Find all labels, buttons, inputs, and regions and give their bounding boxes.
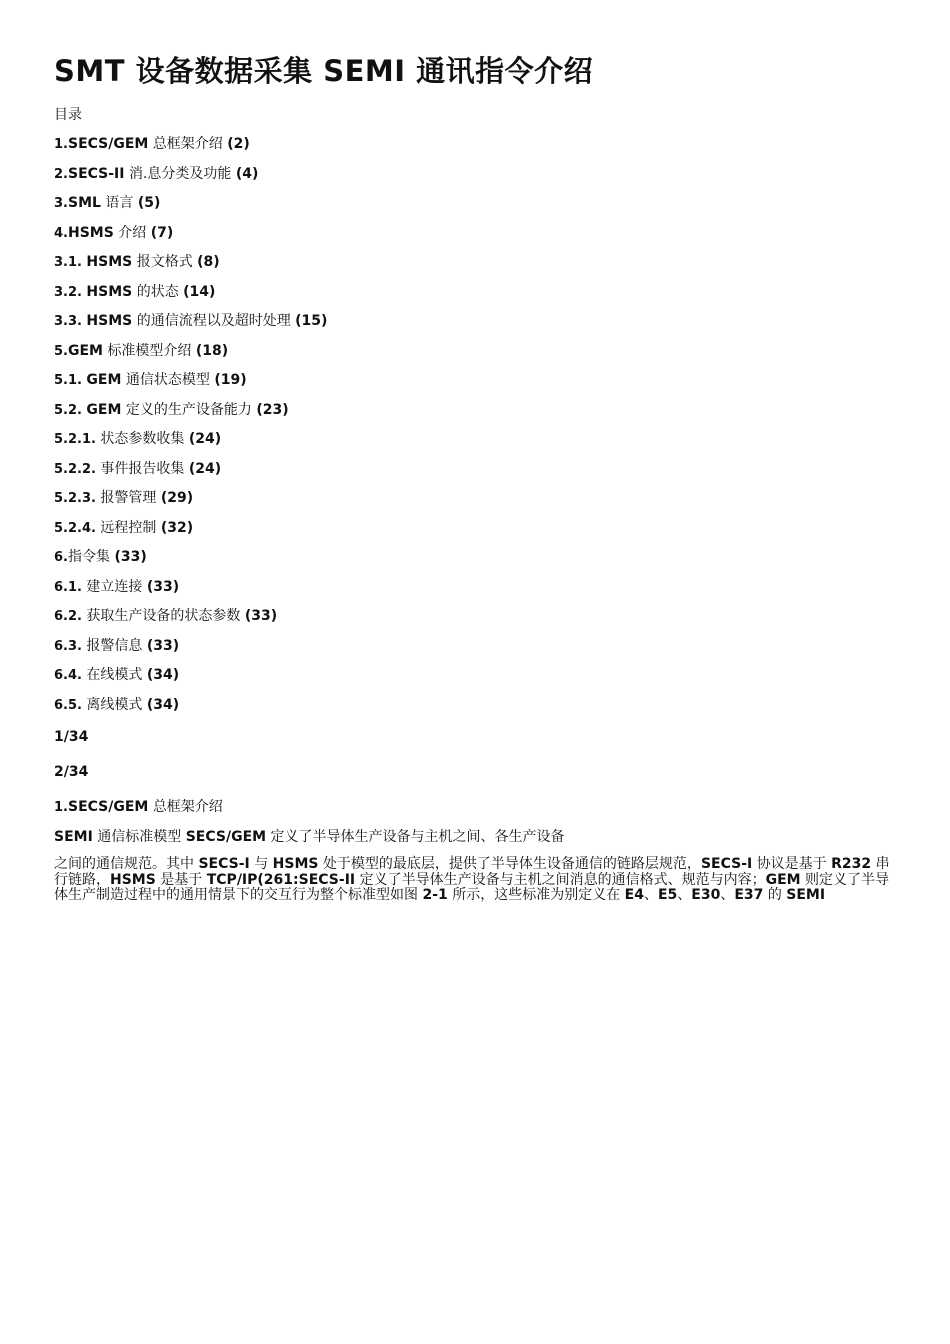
toc-item[interactable]: 5.2.1. 状态参数收集 (24) <box>54 431 222 447</box>
toc-item[interactable]: 4.HSMS 介绍 (7) <box>54 224 174 241</box>
section-heading: 1.SECS/GEM 总框架介绍 <box>54 799 223 815</box>
toc-item[interactable]: 3.2. HSMS 的状态 (14) <box>54 283 216 300</box>
toc-item[interactable]: 6.3. 报警信息 (33) <box>54 637 180 654</box>
toc-item[interactable]: 3.SML 语言 (5) <box>54 195 161 211</box>
body-paragraph: 之间的通信规范。其中 SECS-I 与 HSMS 处于模型的最底层，提供了半导体生设备通信的链路层规范，SECS-I 协议是基于 R232 串行链路，HSMS 是基于 TCP/IP(261:SECS-II 定义了半导体生产设备与主机之间消息的通信格式、规范与内容；GEM 则定义了半导体生产制造过程中的通用情景下的交互行为整个标准型如图 2-1 所示，这些标准为别定义在 E4、E5、E30、E37 的 SEMI <box>54 856 890 903</box>
toc-item[interactable]: 6.2. 获取生产设备的状态参数 (33) <box>54 608 278 624</box>
toc-item[interactable]: 5.2. GEM 定义的生产设备能力 (23) <box>54 401 289 418</box>
toc-item[interactable]: 5.2.4. 远程控制 (32) <box>54 519 194 536</box>
toc-item[interactable]: 2.SECS-II 消.息分类及功能 (4) <box>54 165 259 182</box>
page-number: 2/34 <box>54 764 89 780</box>
toc-item[interactable]: 5.2.3. 报警管理 (29) <box>54 490 194 506</box>
toc-item[interactable]: 3.3. HSMS 的通信流程以及超时处理 (15) <box>54 313 328 329</box>
toc-item[interactable]: 6.1. 建立连接 (33) <box>54 578 180 595</box>
page-number: 1/34 <box>54 729 89 745</box>
toc-item[interactable]: 6.指令集 (33) <box>54 549 147 565</box>
toc-item[interactable]: 5.1. GEM 通信状态模型 (19) <box>54 372 247 388</box>
body-paragraph: SEMI 通信标准模型 SECS/GEM 定义了半导体生产设备与主机之间、各生产设备 <box>54 829 565 845</box>
table-of-contents <box>54 135 896 725</box>
toc-item[interactable]: 6.4. 在线模式 (34) <box>54 667 180 683</box>
toc-item[interactable]: 5.2.2. 事件报告收集 (24) <box>54 460 222 477</box>
toc-item[interactable]: 3.1. HSMS 报文格式 (8) <box>54 254 220 270</box>
toc-item[interactable]: 6.5. 离线模式 (34) <box>54 696 180 713</box>
toc-heading: 目录 <box>54 107 82 123</box>
document-title: SMT 设备数据采集 SEMI 通讯指令介绍 <box>54 54 594 88</box>
toc-item[interactable]: 1.SECS/GEM 总框架介绍 (2) <box>54 136 250 152</box>
toc-item[interactable]: 5.GEM 标准模型介绍 (18) <box>54 342 229 359</box>
